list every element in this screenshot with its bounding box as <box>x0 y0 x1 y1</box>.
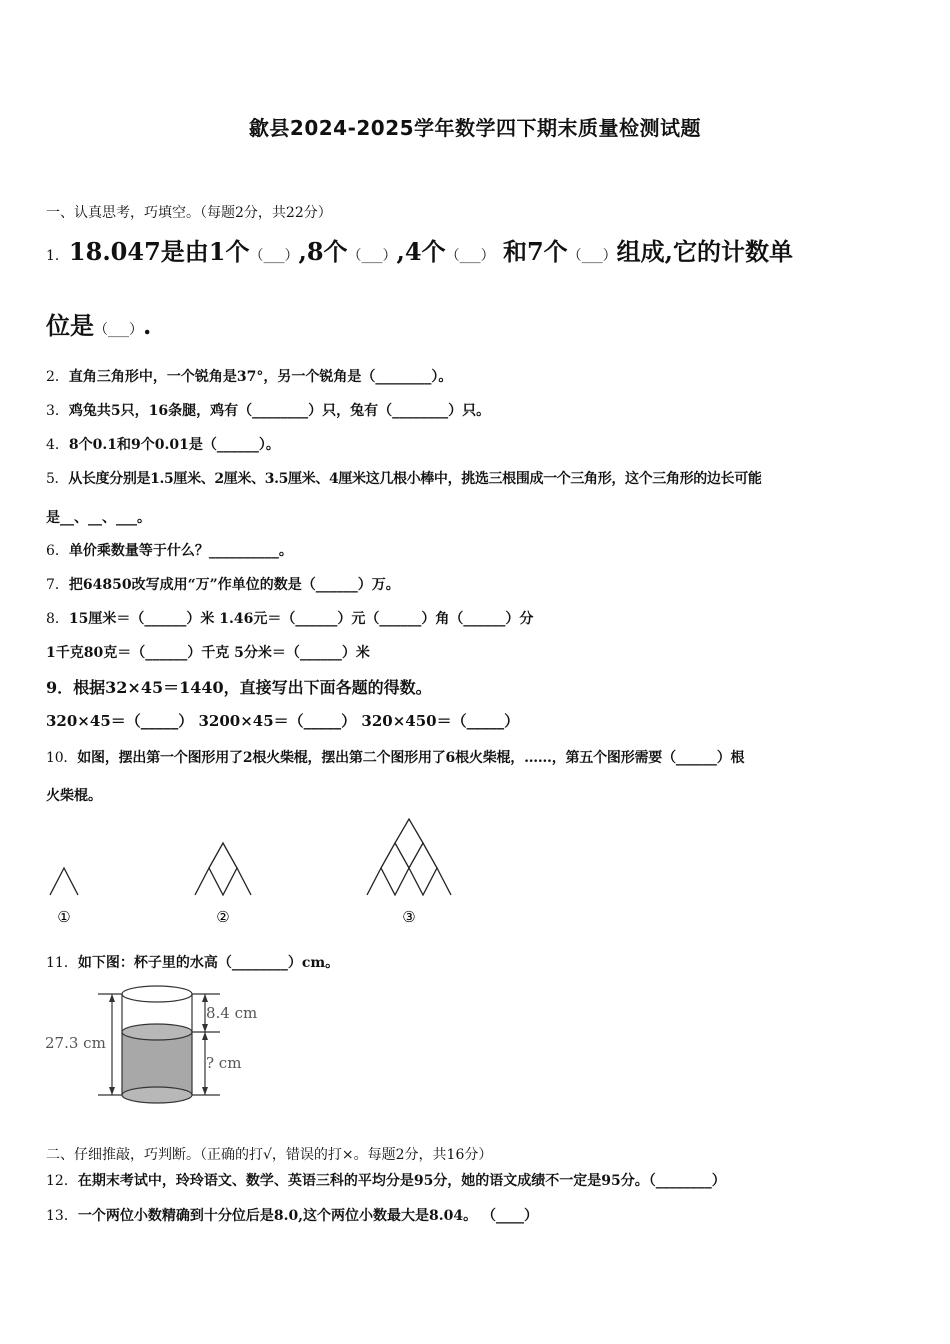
question-text: 15厘米＝（______）米 1.46元＝（______）元（______）角（______）分 <box>68 611 534 627</box>
q1-text-d: ,4个 <box>396 237 446 266</box>
question-12 <box>46 1170 726 1190</box>
question-8 <box>46 608 533 628</box>
water-height-label: ? cm <box>206 1054 242 1072</box>
question-text: 鸡兔共5只，16条腿，鸡有（________）只，兔有（________）只。 <box>68 403 491 419</box>
figure-label-2: ② <box>216 908 230 926</box>
figure-label-3: ③ <box>402 908 416 926</box>
question-number: 11． <box>46 955 78 971</box>
question-4 <box>46 434 280 454</box>
question-9 <box>46 675 432 698</box>
question-5 <box>46 468 762 488</box>
q1-blank-2: （___） <box>347 248 397 264</box>
question-number: 8． <box>46 611 69 627</box>
q1-text-c: ,8个 <box>298 237 348 266</box>
question-text: 8个0.1和9个0.01是（______）。 <box>68 437 280 453</box>
question-number: 4． <box>46 437 69 453</box>
question-text: 如图，摆出第一个图形用了2根火柴棍，摆出第二个图形用了6根火柴棍，……，第五个图形需要（______）根 <box>77 750 745 766</box>
question-3 <box>46 400 490 420</box>
total-height-label: 27.3 cm <box>45 1034 106 1052</box>
question-number: 13． <box>46 1208 78 1224</box>
question-11 <box>46 952 339 972</box>
question-number: 6． <box>46 543 69 559</box>
q1-text-e: 和7个 <box>494 237 568 266</box>
section-heading-2: 二、仔细推敲，巧判断。（正确的打√，错误的打×。每题2分，共16分） <box>46 1147 493 1163</box>
question-7 <box>46 574 400 594</box>
question-number: 3． <box>46 403 69 419</box>
figure-label-1: ① <box>57 908 71 926</box>
question-number: 7． <box>46 577 69 593</box>
question-text: 把64850改写成用“万”作单位的数是（______）万。 <box>68 577 400 593</box>
question-text: 根据32×45＝1440，直接写出下面各题的得数。 <box>73 678 432 697</box>
question-number: 10． <box>46 750 78 766</box>
q1-text-g: 位是 <box>46 311 94 340</box>
question-number: 5． <box>46 471 69 487</box>
question-1-line-1 <box>46 232 793 267</box>
q1-text-f: 组成,它的计数单 <box>616 237 794 266</box>
q1-blank-4: （___） <box>567 248 617 264</box>
question-5-line-2: 是__、__、___。 <box>46 510 151 526</box>
question-number: 12． <box>46 1173 78 1189</box>
matchstick-figures <box>40 815 480 930</box>
question-number: 9． <box>46 678 74 697</box>
question-text: 在期末考试中，玲玲语文、数学、英语三科的平均分是95分，她的语文成绩不一定是95分。（________） <box>77 1173 726 1189</box>
figure-2 <box>195 843 251 895</box>
page-title: 歙县2024-2025学年数学四下期末质量检测试题 <box>248 116 702 140</box>
q1-text-h: . <box>143 311 152 340</box>
q1-blank-1: （___） <box>249 248 299 264</box>
figure-1 <box>50 868 78 895</box>
q1-text-a: 18.047是由1个 <box>68 237 250 266</box>
question-13 <box>46 1205 538 1225</box>
question-10-line-2: 火柴棍。 <box>46 788 102 804</box>
cup-diagram <box>40 982 280 1112</box>
question-number: 2． <box>46 369 69 385</box>
question-text: 直角三角形中，一个锐角是37°，另一个锐角是（________）。 <box>68 369 453 385</box>
question-9-line-2: 320×45＝（_____） 3200×45＝（_____） 320×450＝（_____） <box>46 712 520 730</box>
question-text: 一个两位小数精确到十分位后是8.0,这个两位小数最大是8.04。 （____） <box>77 1208 539 1224</box>
air-height-label: 8.4 cm <box>206 1004 258 1022</box>
question-8-line-2: 1千克80克＝（______）千克 5分米＝（______）米 <box>46 645 370 661</box>
question-10 <box>46 747 744 767</box>
q1-blank-5: （___） <box>94 322 143 338</box>
figure-3 <box>367 819 451 895</box>
question-text: 从长度分别是1.5厘米、2厘米、3.5厘米、4厘米这几根小棒中，挑选三根围成一个三角形，这个三角形的边长可能 <box>68 471 762 487</box>
q1-blank-3: （___） <box>445 248 495 264</box>
question-text: 单价乘数量等于什么？__________。 <box>68 543 293 559</box>
question-number: 1． <box>46 248 69 264</box>
question-6 <box>46 540 293 560</box>
section-heading-1: 一、认真思考，巧填空。（每题2分，共22分） <box>46 205 332 221</box>
question-1-line-2 <box>46 306 151 341</box>
question-text: 如下图：杯子里的水高（________）cm。 <box>77 955 340 971</box>
question-2 <box>46 366 452 386</box>
